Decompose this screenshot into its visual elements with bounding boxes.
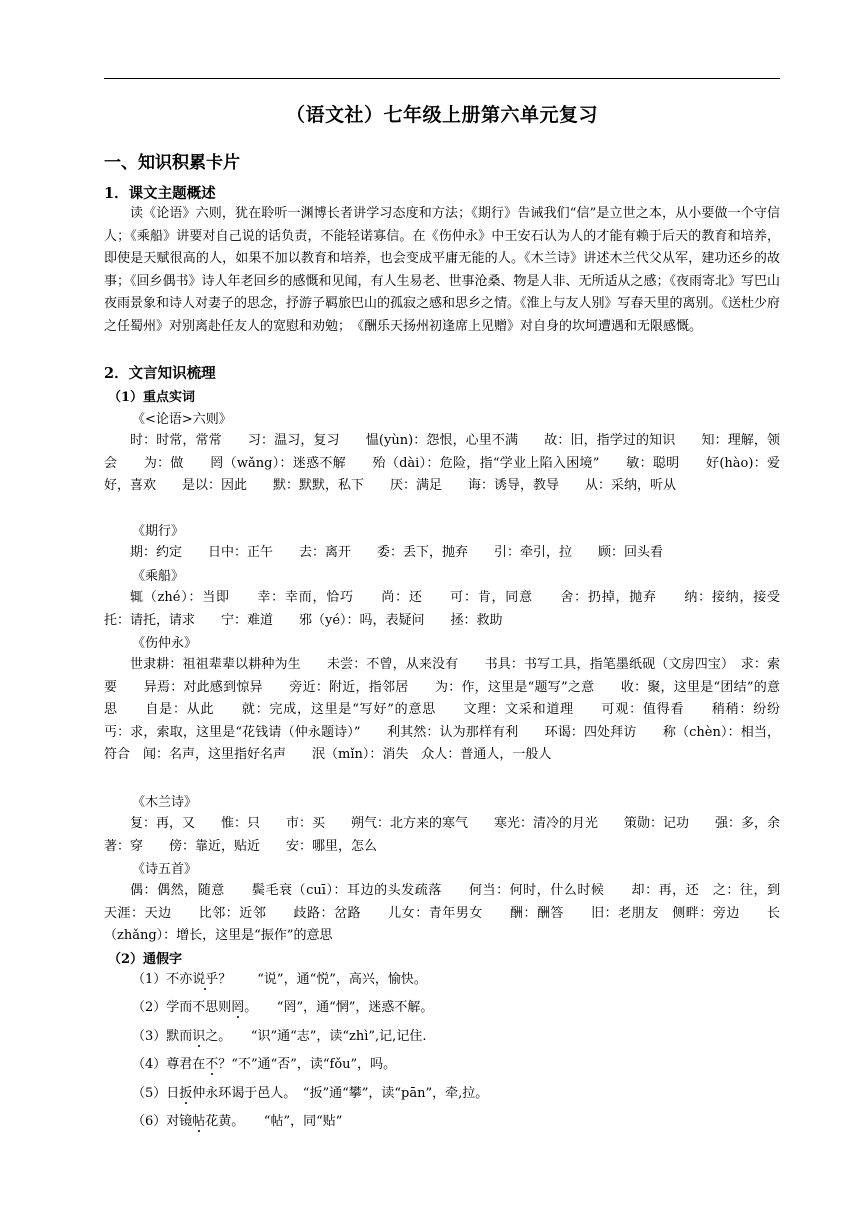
theme-paragraph: 读《论语》六则，犹在聆听一渊博长者讲学习态度和方法；《期行》告诫我们“信”是立世之本，从小要做一个守信人；《乘船》讲要对自己说的话负责，不能轻诺寡信。在《伤仲永》中王安石认为人的才能有赖于后天的教育和培养，即使是天赋很高的人，如果不加以教育和培养，也会变成平庸无能的人。《木兰诗》讲述木兰代父从军，建功还乡的故事；《回乡偶书》诗人年老回乡的感慨和见闻，有人生易老、世事沧桑、物是人非、无所适从之感；《夜雨寄北》写巴山夜雨景象和诗人对妻子的思念，抒游子羁旅巴山的孤寂之感和思乡之情。《淮上与友人别》写春天里的离别。《送杜少府之任蜀州》对别离赴任友人的宽慰和劝勉； 《酬乐天扬州初逢席上见赠》对自身的坎坷遭遇和无限感慨。: [104, 206, 781, 334]
lunyu-title: 《<论语>六则》: [132, 412, 232, 427]
list-item: [132, 966, 488, 994]
item-text: （2）学而不思则: [132, 1000, 232, 1016]
chengchuan-title: 《乘船》: [132, 569, 185, 584]
list-item: [132, 1051, 488, 1079]
qixing-words: 期：约定 日中：正午 去：离开 委：丢下，抛弃 引：牵引，拉 顾：回头看: [130, 545, 664, 560]
dotted-char: 帖: [192, 1114, 206, 1130]
item-text: （5）日: [132, 1085, 180, 1101]
mulan-title: 《木兰诗》: [132, 795, 198, 810]
item-text: （4）尊君在: [132, 1057, 206, 1073]
item-text: （3）默而: [132, 1028, 193, 1044]
tongjiazi-heading: （2）通假字: [108, 952, 183, 967]
qixing-title: 《期行》: [132, 524, 185, 539]
subsection-heading-theme: 1．课文主题概述: [104, 185, 216, 202]
dotted-char: 扳: [179, 1085, 193, 1101]
item-text: 。 “罔”，通“惘”，迷惑不解。: [244, 1000, 434, 1016]
list-item: [132, 1108, 488, 1136]
item-text: 之。 “识”通“志”，读“zhì”,记,记住.: [205, 1028, 427, 1044]
header-rule: [104, 78, 780, 79]
lunyu-words: 时：时常，常常 习：温习，复习 愠(yùn)：怨恨，心里不满 故：旧，指学过的知识 知：理解，领会 为：做 罔（wǎng）：迷惑不解 殆（dài）：危险，指“学业上陷入困境” 敏：聪明 好(hào)：爱好，喜欢 是以：因此 默：默默，私下 厌：满足 诲：诱导，教导 从：采纳，听从: [104, 433, 780, 494]
shiwushou-title: 《诗五首》: [132, 862, 198, 877]
key-words-heading: （1）重点实词: [108, 390, 196, 405]
shiwushou-words: 偶：偶然，随意 鬓毛衰（cuī）：耳边的头发疏落 何当：何时，什么时候 却：再，还 之：往，到 天涯：天边 比邻：近邻 歧路：岔路 儿女：青年男女 酬：酬答 旧：老朋友 侧畔：旁边 长（zhǎng）：增长，这里是“振作”的意思: [104, 883, 807, 944]
list-item: [132, 1023, 488, 1051]
shangzhongyong-words: 世隶耕：祖祖辈辈以耕种为生 未尝：不曾，从来没有 书具：书写工具，指笔墨纸砚（文房四宝） 求：索要 异焉：对此感到惊异 旁近：附近，指邻居 为：作，这里是“题写”之意 收：聚，这里是“团结”的意思 自是：从此 就：完成，这里是“写好”的意思 文理：文采和道理 可观：值得看 稍稍：纷纷 丐：求，索取，这里是“花钱请（仲永题诗）” 利其然：认为那样有利 环谒：四处拜访 称（chèn）：相当，符合 闻：名声，这里指好名声 泯（mǐn）：消失 众人：普通人，一般人: [104, 657, 807, 763]
item-text: ？“不”通“否”，读“fǒu”，吗。: [218, 1057, 397, 1073]
mulan-words: 复：再，又 惟：只 市：买 朔气：北方来的寒气 寒光：清冷的月光 策勋：记功 强：多，余 著：穿 傍：靠近，贴近 安：哪里，怎么: [104, 816, 807, 854]
chengchuan-words: 辄（zhé）：当即 幸：幸而，恰巧 尚：还 可：肯，同意 舍：扔掉，抛弃 纳：接纳，接受 托：请托，请求 宁：难道 邪（yé）：吗，表疑问 拯：救助: [104, 590, 807, 628]
dotted-char: 罔: [231, 1000, 245, 1016]
subsection-heading-classical: 2．文言知识梳理: [104, 365, 216, 382]
item-text: （1）不亦说: [132, 972, 206, 987]
dotted-char: 识: [192, 1028, 206, 1044]
section-heading-1: 一、知识积累卡片: [104, 153, 240, 173]
item-text: 乎？ “说”，通“悦”，高兴，愉快。: [205, 972, 427, 987]
item-text: 仲永环谒于邑人。 “扳”通“攀”，读“pān”，牵,拉。: [192, 1085, 489, 1101]
shangzhongyong-title: 《伤仲永》: [132, 636, 198, 651]
item-text: 花黄。 “帖”，同“贴”: [205, 1114, 343, 1130]
page-title: （语文社）七年级上册第六单元复习: [285, 104, 598, 126]
list-item: [132, 994, 488, 1022]
item-text: （6）对镜: [132, 1114, 193, 1130]
dotted-char: 不: [205, 1057, 219, 1073]
list-item: [132, 1080, 488, 1108]
tongjiazi-list: [132, 966, 488, 1136]
